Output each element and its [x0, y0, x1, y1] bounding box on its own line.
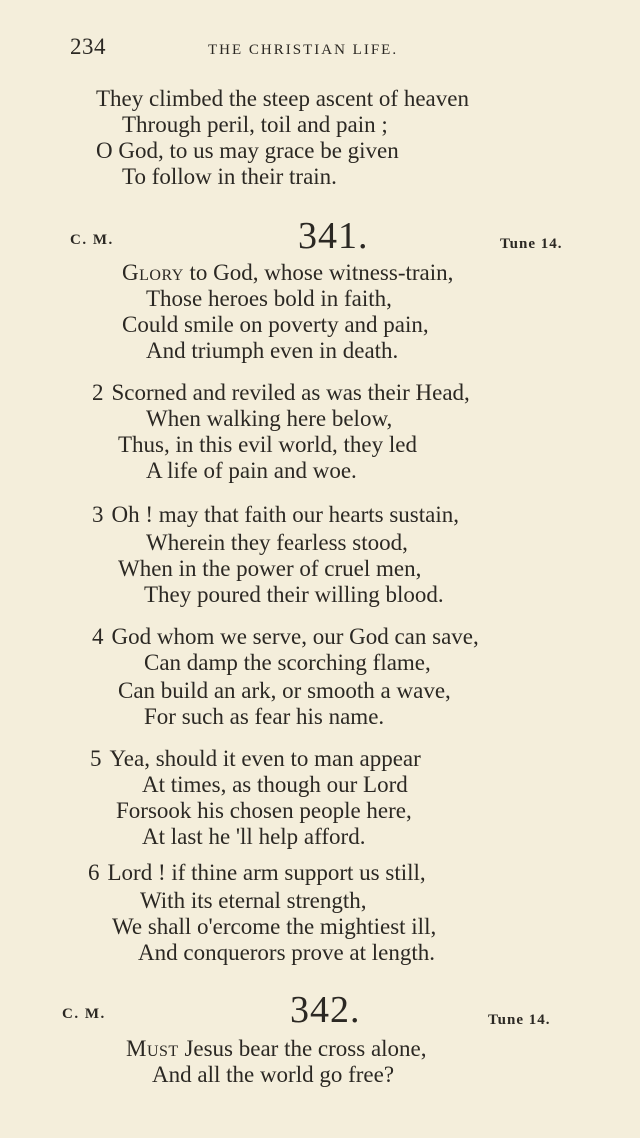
stanza-line: At times, as though our Lord — [142, 772, 408, 797]
first-word: Glory — [122, 260, 184, 285]
line-text: Scorned and reviled as was their Head, — [111, 380, 470, 405]
stanza-line: They climbed the steep ascent of heaven — [96, 86, 469, 111]
stanza-line: O God, to us may grace be given — [96, 138, 399, 163]
hymn-number: 342. — [290, 989, 361, 1031]
line-text: Oh ! may that faith our hearts sustain, — [111, 502, 459, 527]
stanza-line — [92, 502, 459, 528]
stanza-line: Forsook his chosen people here, — [116, 798, 412, 823]
stanza-line: When walking here below, — [146, 406, 393, 431]
line-text: God whom we serve, our God can save, — [111, 624, 479, 649]
stanza-line: They poured their willing blood. — [144, 582, 444, 607]
first-line-rest: Jesus bear the cross alone, — [178, 1036, 427, 1061]
tune-label: Tune 14. — [500, 236, 563, 252]
stanza-number: 2 — [92, 380, 104, 405]
stanza-line: Can damp the scorching flame, — [144, 650, 431, 675]
stanza-line: We shall o'ercome the mightiest ill, — [112, 914, 437, 939]
stanza-line — [122, 260, 453, 286]
hymn-number: 341. — [298, 215, 369, 257]
stanza-line: Thus, in this evil world, they led — [118, 432, 417, 457]
line-text: Lord ! if thine arm support us still, — [107, 860, 426, 885]
stanza-line — [88, 860, 426, 886]
hymn-meter: C. M. — [62, 1006, 106, 1022]
first-line-rest: to God, whose witness-train, — [183, 260, 454, 285]
page-header — [70, 34, 590, 64]
stanza-line: And all the world go free? — [152, 1062, 395, 1087]
stanza-number: 4 — [92, 624, 104, 649]
stanza-line: With its eternal strength, — [140, 888, 367, 913]
stanza-line: To follow in their train. — [122, 164, 337, 189]
stanza-line — [126, 1036, 427, 1062]
stanza-line: At last he 'll help afford. — [142, 824, 366, 849]
first-word: Must — [126, 1036, 179, 1061]
stanza-line — [90, 746, 421, 772]
stanza-line — [92, 380, 470, 406]
line-text: Yea, should it even to man appear — [109, 746, 421, 771]
page-number: 234 — [70, 34, 106, 59]
stanza-line: A life of pain and woe. — [146, 458, 357, 483]
stanza-line: When in the power of cruel men, — [118, 556, 422, 581]
stanza-line: And triumph even in death. — [146, 338, 399, 363]
running-head: THE CHRISTIAN LIFE. — [208, 42, 399, 58]
stanza-line: And conquerors prove at length. — [138, 940, 436, 965]
hymn-meter: C. M. — [70, 232, 114, 248]
stanza-line: Could smile on poverty and pain, — [122, 312, 429, 337]
stanza-number: 3 — [92, 502, 104, 527]
stanza-line: For such as fear his name. — [144, 704, 385, 729]
stanza-number: 5 — [90, 746, 102, 771]
tune-label: Tune 14. — [488, 1012, 551, 1028]
stanza-line: Through peril, toil and pain ; — [122, 112, 388, 137]
stanza-line: Those heroes bold in faith, — [146, 286, 392, 311]
stanza-number: 6 — [88, 860, 100, 885]
stanza-line — [92, 624, 479, 650]
stanza-line: Wherein they fearless stood, — [146, 530, 408, 555]
stanza-line: Can build an ark, or smooth a wave, — [118, 678, 451, 703]
